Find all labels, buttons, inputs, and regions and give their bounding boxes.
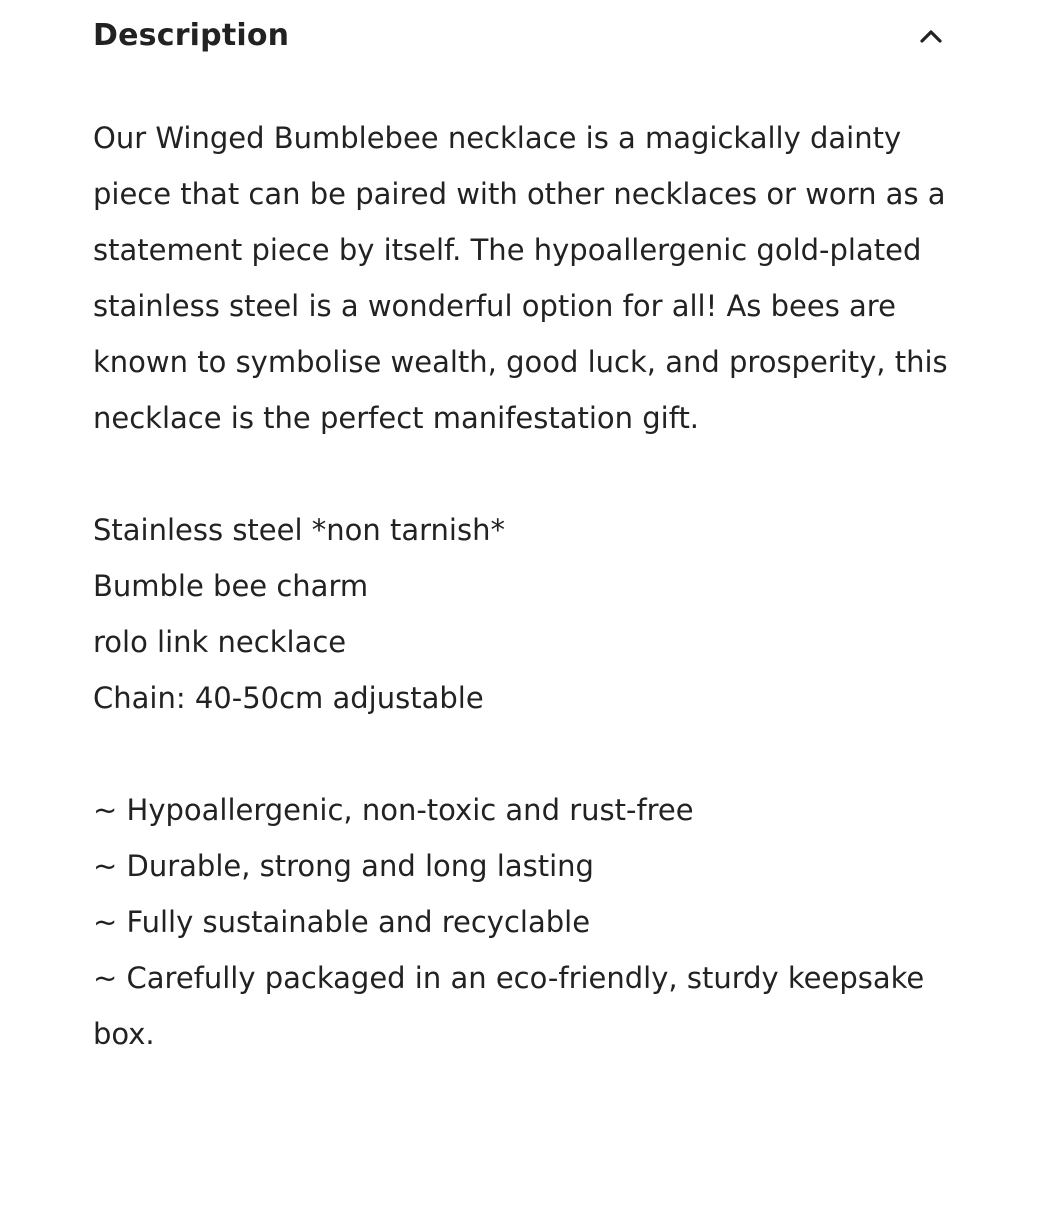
description-toggle[interactable] xyxy=(93,0,953,76)
feature-list xyxy=(93,782,958,1062)
description-title: Description xyxy=(93,18,290,53)
feature-item: ~ Carefully packaged in an eco-friendly, sturdy keepsake box. xyxy=(93,961,925,1051)
feature-item: ~ Hypoallergenic, non-toxic and rust-free xyxy=(93,793,694,827)
chevron-up-icon[interactable] xyxy=(917,22,945,50)
spec-list xyxy=(93,502,958,726)
spec-item: Chain: 40-50cm adjustable xyxy=(93,681,484,715)
spec-item: rolo link necklace xyxy=(93,625,347,659)
feature-item: ~ Durable, strong and long lasting xyxy=(93,849,594,883)
spec-item: Stainless steel *non tarnish* xyxy=(93,513,505,547)
description-content xyxy=(93,110,958,1062)
spacer xyxy=(93,726,958,782)
spacer xyxy=(93,446,958,502)
description-intro: Our Winged Bumblebee necklace is a magickally dainty piece that can be paired with other necklaces or worn as a statement piece by itself. The hypoallergenic gold-plated stainless steel is a wonderful option for all! As bees are known to symbolise wealth, good luck, and prosperity, this necklace is the perfect manifestation gift. xyxy=(93,121,948,435)
feature-item: ~ Fully sustainable and recyclable xyxy=(93,905,591,939)
spec-item: Bumble bee charm xyxy=(93,569,369,603)
